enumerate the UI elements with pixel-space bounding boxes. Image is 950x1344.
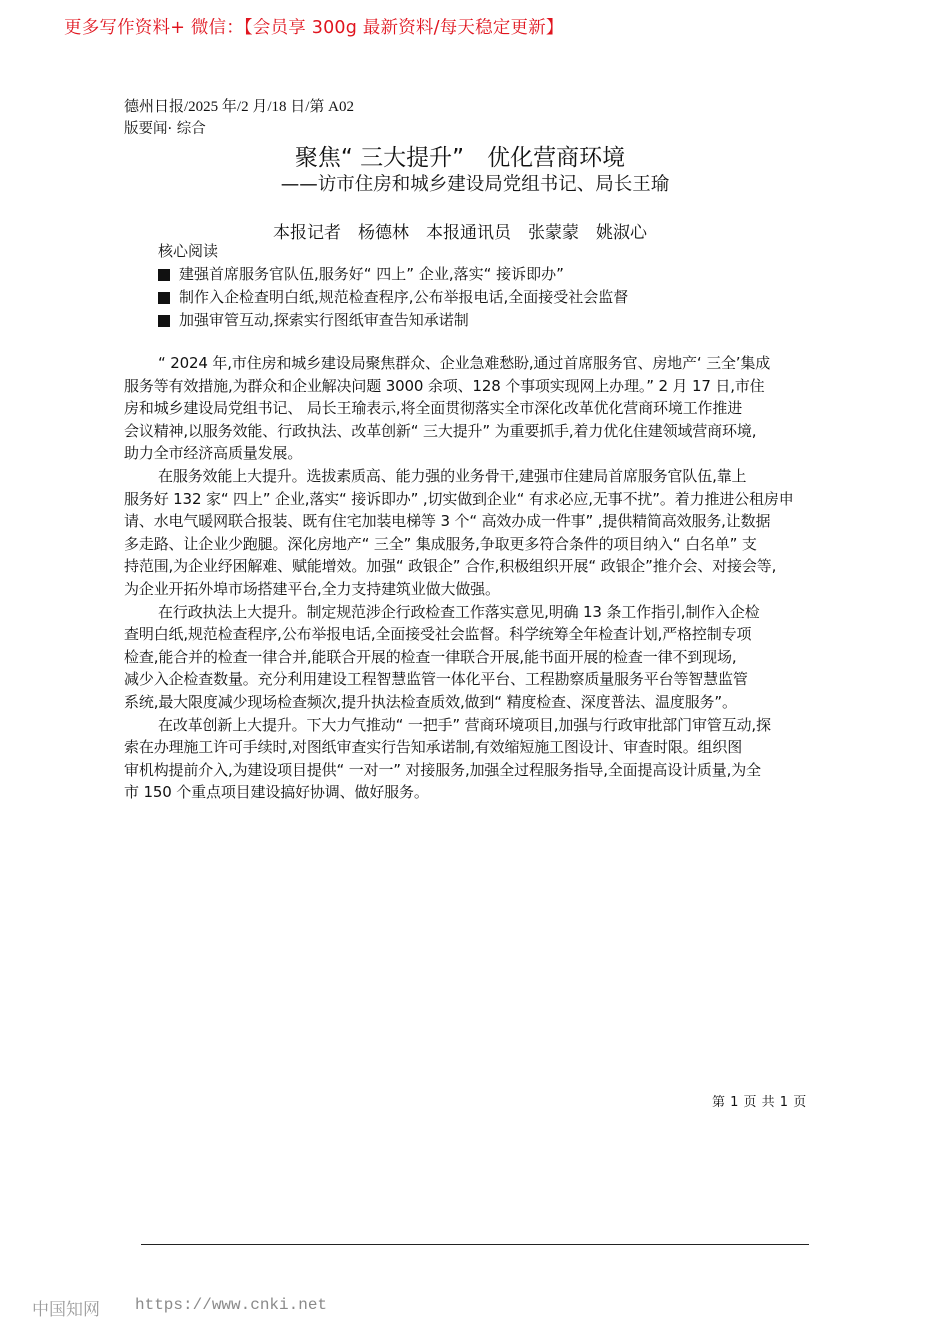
- core-reading-text: 制作入企检查明白纸,规范检查程序,公布举报电话,全面接受社会监督: [179, 288, 629, 306]
- body-line: 索在办理施工许可手续时,对图纸审查实行告知承诺制,有效缩短施工图设计、审查时限。组织图: [124, 738, 743, 757]
- body-line: 服务等有效措施,为群众和企业解决问题 3000 余项、128 个事项实现网上办理。” 2 月 17 日,市住: [124, 376, 765, 395]
- body-line: 请、水电气暖网联合报装、既有住宅加装电梯等 3 个“ 高效办成一件事” ,提供精简高效服务,让数据: [124, 512, 771, 531]
- square-bullet-icon: [158, 315, 170, 327]
- body-line: “ 2024 年,市住房和城乡建设局聚焦群众、企业急难愁盼,通过首席服务官、房地产‘ 三全’集成: [158, 354, 771, 372]
- body-line: 多走路、让企业少跑腿。深化房地产“ 三全” 集成服务,争取更多符合条件的项目纳入“ 白名单” 支: [124, 534, 757, 553]
- footer-url-link[interactable]: https://www.cnki.net: [135, 1296, 328, 1314]
- core-reading-item: [158, 286, 628, 309]
- body-line: 系统,最大限度减少现场检查频次,提升执法检查质效,做到“ 精度检查、深度普法、温度服务”。: [124, 692, 737, 711]
- body-line: 市 150 个重点项目建设搞好协调、做好服务。: [124, 783, 429, 802]
- body-line: 减少入企检查数量。充分利用建设工程智慧监管一体化平台、工程勘察质量服务平台等智慧监管: [124, 670, 748, 689]
- body-line: 为企业开拓外埠市场搭建平台,全力支持建筑业做大做强。: [124, 579, 500, 598]
- body-line: 在改革创新上大提升。下大力气推动“ 一把手” 营商环境项目,加强与行政审批部门审管互动,探: [158, 715, 771, 734]
- core-reading-text: 加强审管互动,探索实行图纸审查告知承诺制: [179, 311, 469, 329]
- page-indicator: 第 1 页 共 1 页: [712, 1095, 807, 1110]
- body-line: 在行政执法上大提升。制定规范涉企行政检查工作落实意见,明确 13 条工作指引,制作入企检: [158, 602, 760, 621]
- core-reading-item: [158, 263, 628, 286]
- body-line: 审机构提前介入,为建设项目提供“ 一对一” 对接服务,加强全过程服务指导,全面提高设计质量,为全: [124, 760, 761, 779]
- promo-banner: 更多写作资料+ 微信：【会员享 300g 最新资料/每天稳定更新】: [64, 18, 564, 38]
- publication-section: 版要闻· 综合: [124, 121, 206, 137]
- core-reading-list: [158, 263, 628, 332]
- body-line: 在服务效能上大提升。选拔素质高、能力强的业务骨干,建强市住建局首席服务官队伍,靠上: [158, 466, 747, 485]
- footer-divider: [141, 1244, 809, 1245]
- square-bullet-icon: [158, 269, 170, 281]
- body-line: 持范围,为企业纾困解难、赋能增效。加强“ 政银企” 合作,积极组织开展“ 政银企”推介会、对接会等,: [124, 557, 777, 576]
- core-reading-text: 建强首席服务官队伍,服务好“ 四上” 企业,落实“ 接诉即办”: [179, 265, 564, 283]
- core-reading-label: 核心阅读: [158, 242, 219, 260]
- article-byline: 本报记者 杨德林 本报通讯员 张蒙蒙 姚淑心: [273, 223, 647, 243]
- article-title: 聚焦“ 三大提升” 优化营商环境: [294, 145, 626, 171]
- body-line: 助力全市经济高质量发展。: [124, 444, 303, 463]
- body-line: 服务好 132 家“ 四上” 企业,落实“ 接诉即办” ,切实做到企业“ 有求必应,无事不扰”。着力推进公租房申: [124, 489, 794, 508]
- body-line: 查明白纸,规范检查程序,公布举报电话,全面接受社会监督。科学统筹全年检查计划,严格控制专项: [124, 625, 752, 644]
- publication-source: 德州日报/2025 年/2 月/18 日/第 A02: [124, 99, 355, 115]
- article-subtitle: ——访市住房和城乡建设局党组书记、局长王瑜: [280, 174, 670, 195]
- square-bullet-icon: [158, 292, 170, 304]
- core-reading-item: [158, 309, 628, 332]
- article-body: [124, 352, 828, 804]
- body-line: 检查,能合并的检查一律合并,能联合开展的检查一律联合开展,能书面开展的检查一律不到现场,: [124, 647, 737, 666]
- body-line: 房和城乡建设局党组书记、 局长王瑜表示,将全面贯彻落实全市深化改革优化营商环境工作推进: [124, 399, 743, 418]
- footer-brand: 中国知网: [32, 1300, 100, 1320]
- body-line: 会议精神,以服务效能、行政执法、改革创新“ 三大提升” 为重要抓手,着力优化住建领域营商环境,: [124, 421, 757, 440]
